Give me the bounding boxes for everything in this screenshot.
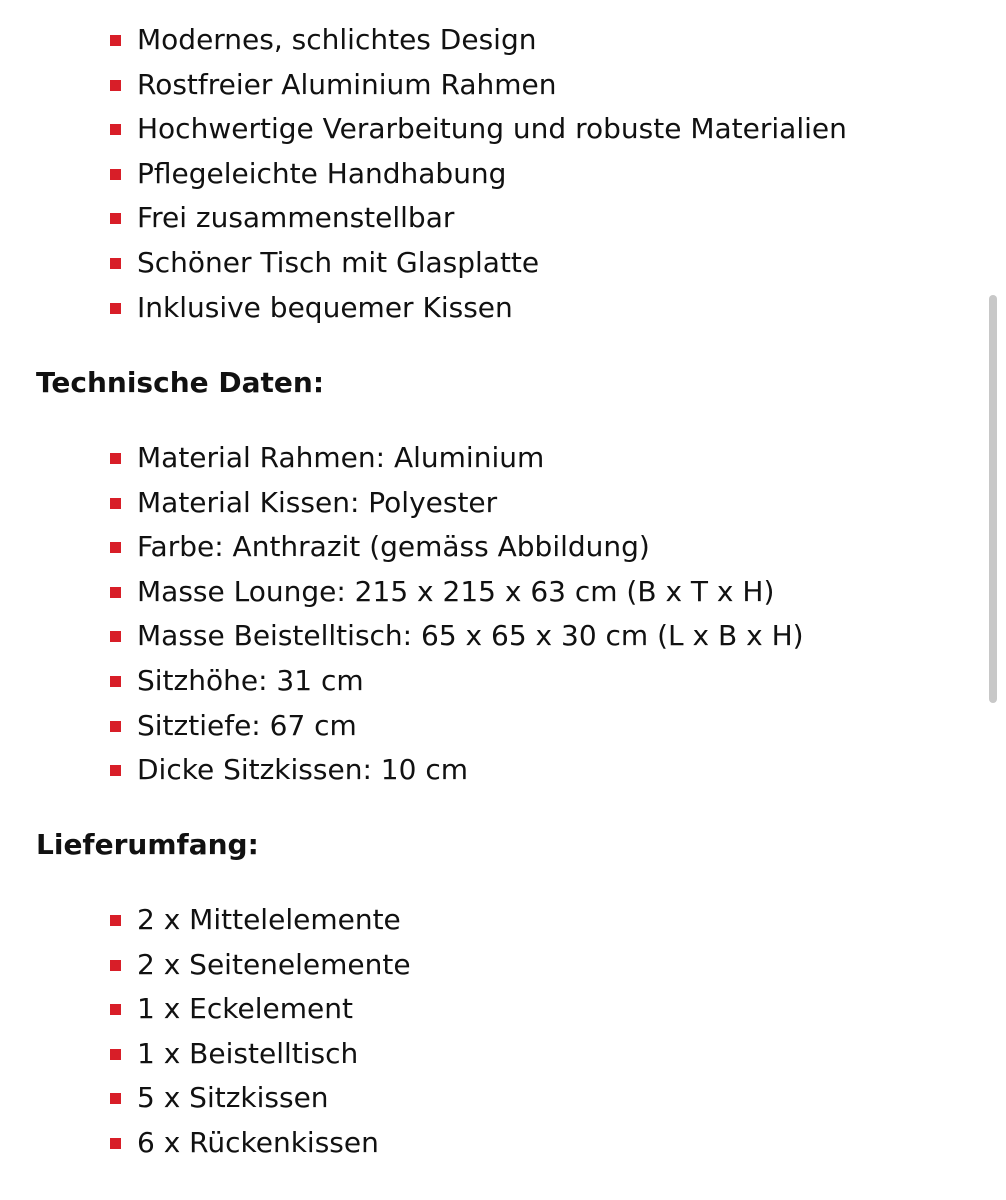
square-bullet-icon [110, 1093, 121, 1104]
list-item [110, 1032, 411, 1077]
list-item [110, 241, 847, 286]
square-bullet-icon [110, 542, 121, 553]
list-item-text: Dicke Sitzkissen: 10 cm [137, 753, 468, 787]
list-item [110, 614, 804, 659]
list-item-text: Inklusive bequemer Kissen [137, 290, 513, 324]
square-bullet-icon [110, 169, 121, 180]
square-bullet-icon [110, 498, 121, 509]
list-item-text: Masse Beistelltisch: 65 x 65 x 30 cm (L x B x H) [137, 619, 804, 653]
square-bullet-icon [110, 1138, 121, 1149]
list-item-text: Pflegeleichte Handhabung [137, 156, 507, 190]
list-item-text: Farbe: Anthrazit (gemäss Abbildung) [137, 530, 650, 564]
square-bullet-icon [110, 1049, 121, 1060]
square-bullet-icon [110, 765, 121, 776]
delivery-scope-heading: Lieferumfang: [36, 828, 259, 861]
square-bullet-icon [110, 915, 121, 926]
square-bullet-icon [110, 213, 121, 224]
delivery-scope-list [110, 898, 411, 1166]
square-bullet-icon [110, 1004, 121, 1015]
list-item-text: Frei zusammenstellbar [137, 201, 455, 235]
list-item-text: Sitztiefe: 67 cm [137, 708, 357, 742]
list-item [110, 748, 804, 793]
list-item [110, 987, 411, 1032]
square-bullet-icon [110, 258, 121, 269]
list-item [110, 436, 804, 481]
list-item-text: 2 x Seitenelemente [137, 947, 411, 981]
square-bullet-icon [110, 453, 121, 464]
scrollbar-thumb[interactable] [989, 295, 997, 703]
list-item-text: Schöner Tisch mit Glasplatte [137, 245, 540, 279]
list-item-text: 5 x Sitzkissen [137, 1081, 329, 1115]
square-bullet-icon [110, 124, 121, 135]
square-bullet-icon [110, 721, 121, 732]
list-item [110, 152, 847, 197]
square-bullet-icon [110, 676, 121, 687]
list-item [110, 18, 847, 63]
square-bullet-icon [110, 303, 121, 314]
square-bullet-icon [110, 80, 121, 91]
square-bullet-icon [110, 35, 121, 46]
square-bullet-icon [110, 587, 121, 598]
list-item-text: 1 x Eckelement [137, 992, 353, 1026]
list-item-text: Material Kissen: Polyester [137, 485, 498, 519]
list-item [110, 659, 804, 704]
list-item-text: 2 x Mittelelemente [137, 903, 401, 936]
list-item [110, 286, 847, 331]
list-item-text: 6 x Rückenkissen [137, 1125, 379, 1159]
square-bullet-icon [110, 960, 121, 971]
feature-list [110, 18, 847, 330]
list-item [110, 196, 847, 241]
list-item [110, 943, 411, 988]
list-item-text: Rostfreier Aluminium Rahmen [137, 67, 557, 101]
list-item [110, 481, 804, 526]
list-item [110, 1076, 411, 1121]
list-item-text: Masse Lounge: 215 x 215 x 63 cm (B x T x H) [137, 574, 775, 608]
technical-data-heading: Technische Daten: [36, 366, 325, 399]
list-item-text: Modernes, schlichtes Design [137, 23, 537, 56]
list-item [110, 704, 804, 749]
technical-data-list [110, 436, 804, 793]
list-item-text: Hochwertige Verarbeitung und robuste Materialien [137, 112, 847, 146]
list-item [110, 570, 804, 615]
list-item-text: 1 x Beistelltisch [137, 1036, 359, 1070]
square-bullet-icon [110, 631, 121, 642]
list-item [110, 525, 804, 570]
list-item-text: Sitzhöhe: 31 cm [137, 663, 364, 697]
list-item-text: Material Rahmen: Aluminium [137, 441, 545, 474]
list-item [110, 107, 847, 152]
list-item [110, 898, 411, 943]
list-item [110, 1121, 411, 1166]
list-item [110, 63, 847, 108]
